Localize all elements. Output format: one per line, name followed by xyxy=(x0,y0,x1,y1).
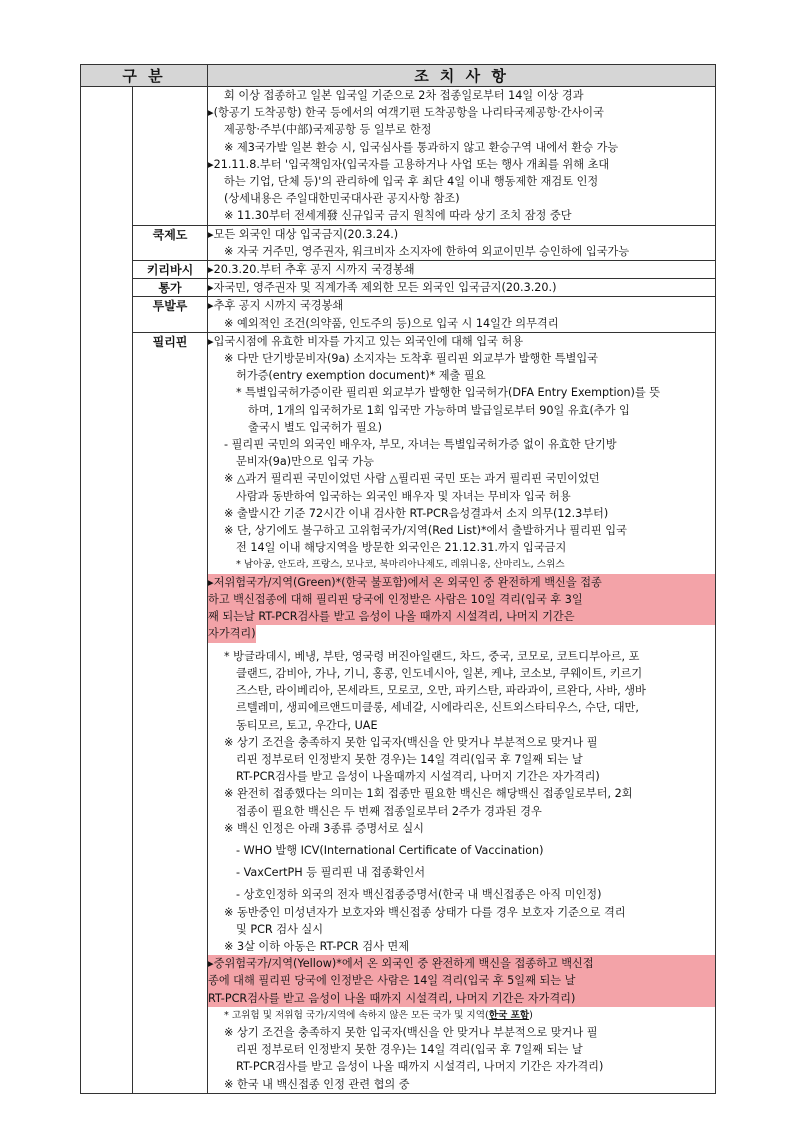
measure-cell xyxy=(208,225,716,260)
measure-line: (상세내용은 주일대한민국대사관 공지사항 참조) xyxy=(224,192,460,206)
table-row xyxy=(81,87,716,226)
measure-line: ※ 상기 조건을 충족하지 못한 입국자(백신을 안 맞거나 부분적으로 맞거나 필 xyxy=(224,735,598,749)
measure-line: ※ 11.30부터 전세계發 신규입국 금지 원칙에 따라 상기 조치 잠정 중단 xyxy=(224,209,572,223)
country-cell: 쿡제도 xyxy=(133,225,208,260)
measure-line: 동티모르, 토고, 우간다, UAE xyxy=(236,718,378,732)
measure-line: ▸(항공기 도착공항) 한국 등에서의 여객기편 도착공항을 나리타국제공항·간사이국 xyxy=(208,106,604,120)
measure-line: ※ △과거 필리핀 국민이었던 사람 △필리핀 국민 또는 과거 필리핀 국민이었던 xyxy=(224,472,600,486)
measure-line: 제공항·주부(中部)국제공항 등 일부로 한정 xyxy=(224,123,432,137)
country-cell: 통가 xyxy=(133,279,208,297)
measure-line: ※ 백신 인정은 아래 3종류 증명서로 실시 xyxy=(224,821,424,835)
highlighted-line: 종에 대해 필리핀 당국에 인정받은 사람은 14일 격리(입국 후 5일째 되는 날 xyxy=(208,972,715,989)
measure-text: ) xyxy=(529,1009,533,1021)
measure-line: - VaxCertPH 등 필리핀 내 접종확인서 xyxy=(236,866,426,880)
highlighted-line: 하고 백신접종에 대해 필리핀 당국에 인정받은 사람은 10일 격리(입국 후 3일 xyxy=(208,591,715,608)
highlighted-line: ▸중위험국가/지역(Yellow)*에서 온 외국인 중 완전하게 백신을 접종하고 백신접 xyxy=(208,955,715,972)
header-category: 구 분 xyxy=(81,65,208,87)
measure-cell xyxy=(208,297,716,332)
measure-line: RT-PCR검사를 받고 음성이 나올때까지 시설격리, 나머지 기간은 자가격리) xyxy=(236,770,600,784)
measure-line: ※ 3살 이하 아동은 RT-PCR 검사 면제 xyxy=(224,939,410,953)
measure-cell xyxy=(208,332,716,1093)
table-row xyxy=(81,279,716,297)
measure-line: - 상호인정하 외국의 전자 백신접종증명서(한국 내 백신접종은 아직 미인정) xyxy=(236,888,602,902)
measure-line: 사람과 동반하여 입국하는 외국인 배우자 및 자녀는 무비자 입국 허용 xyxy=(236,489,571,503)
measure-line: ▸자국민, 영주권자 및 직계가족 제외한 모든 외국인 입국금지(20.3.20.) xyxy=(208,281,557,295)
table-header-row xyxy=(81,65,716,87)
measure-line xyxy=(208,1007,715,1024)
measure-line: ※ 완전히 접종했다는 의미는 1회 접종만 필요한 백신은 해당백신 접종일로부터, 2회 xyxy=(224,787,633,801)
measure-line: RT-PCR검사를 받고 음성이 나올 때까지 시설격리, 나머지 기간은 자가격리) xyxy=(236,1060,604,1074)
measure-line: - 필리핀 국민의 외국인 배우자, 부모, 자녀는 특별입국허가증 없이 유효한 단기방 xyxy=(224,438,617,452)
measure-line: ※ 제3국가발 일본 환승 시, 입국심사를 통과하지 않고 환승구역 내에서 환승 가능 xyxy=(224,140,619,154)
country-cell: 투발루 xyxy=(133,297,208,332)
measure-line: 하는 기업, 단체 등)'의 관리하에 입국 후 최단 4일 이내 행동제한 재검토 인정 xyxy=(224,175,599,189)
table-row xyxy=(81,225,716,260)
measure-line: 및 PCR 검사 실시 xyxy=(236,922,324,936)
measure-line: * 남아공, 안도라, 프랑스, 모나코, 북마리아나제도, 레위니옹, 산마리노, 스위스 xyxy=(236,559,565,571)
table-row xyxy=(81,261,716,279)
highlighted-line: 째 되는날 RT-PCR검사를 받고 음성이 나올 때까지 시설격리, 나머지 기간은 xyxy=(208,608,715,625)
measure-line: ※ 자국 거주민, 영주권자, 워크비자 소지자에 한하여 외교이민부 승인하에 입국가능 xyxy=(224,244,630,258)
measure-line: 르텔레미, 생피에르앤드미클롱, 세네갈, 시에라리온, 신트외스타티우스, 수단, 대만, xyxy=(236,701,639,715)
measure-line: ※ 다만 단기방문비자(9a) 소지자는 도착후 필리핀 외교부가 발행한 특별입국 xyxy=(224,352,598,366)
measure-text: * 고위험 및 저위험 국가/지역에 속하지 않은 모든 국가 및 지역( xyxy=(224,1009,489,1021)
measure-line: 출국시 별도 입국허가 필요) xyxy=(248,420,382,434)
measure-line: ※ 출발시간 기준 72시간 이내 검사한 RT-PCR음성결과서 소지 의무(12.3부터) xyxy=(224,506,609,520)
country-cell: 키리바시 xyxy=(133,261,208,279)
measure-line: ▸21.11.8.부터 '입국책임자(입국자를 고용하거나 사업 또는 행사 개최를 위해 초대 xyxy=(208,157,610,171)
measure-line: 허가증(entry exemption document)* 제출 필요 xyxy=(236,369,486,383)
measure-line: ▸20.3.20.부터 추후 공지 시까지 국경봉쇄 xyxy=(208,263,415,277)
country-cell: 필리핀 xyxy=(133,332,208,1093)
highlighted-line: 자가격리) xyxy=(208,625,256,642)
measure-line: * 방글라데시, 베냉, 부탄, 영국령 버진아일랜드, 차드, 중국, 코모로, 코트디부아르, 포 xyxy=(224,649,640,663)
region-cell xyxy=(81,87,133,1094)
table-row xyxy=(81,297,716,332)
country-cell xyxy=(133,87,208,226)
measure-line: ※ 상기 조건을 충족하지 못한 입국자(백신을 안 맞거나 부분적으로 맞거나 필 xyxy=(224,1025,598,1039)
measure-line: ※ 한국 내 백신접종 인정 관련 협의 중 xyxy=(224,1077,410,1091)
measure-cell xyxy=(208,279,716,297)
measure-line: 접종이 필요한 백신은 두 번째 접종일로부터 2주가 경과된 경우 xyxy=(236,804,542,818)
header-measures: 조 치 사 항 xyxy=(208,65,716,87)
emphasis-text: 한국 포함 xyxy=(488,1009,530,1021)
measure-cell xyxy=(208,261,716,279)
measure-line: ▸추후 공지 시까지 국경봉쇄 xyxy=(208,299,344,313)
measures-table xyxy=(80,64,716,1094)
measure-line: 하며, 1개의 입국허가로 1회 입국만 가능하며 발급일로부터 90일 유효(추가 입 xyxy=(248,403,630,417)
measure-line: * 특별입국허가증이란 필리핀 외교부가 발행한 입국허가(DFA Entry Exemption)를 뜻 xyxy=(236,386,661,400)
measure-line: ▸모든 외국인 대상 입국금지(20.3.24.) xyxy=(208,227,399,241)
measure-line: - WHO 발행 ICV(International Certificate of Vaccination) xyxy=(236,843,544,857)
measure-line: ▸입국시점에 유효한 비자를 가지고 있는 외국인에 대해 입국 허용 xyxy=(208,334,524,348)
measure-line: 즈스탄, 라이베리아, 몬세라트, 모로코, 오만, 파키스탄, 파라과이, 르완다, 사바, 생바 xyxy=(236,684,646,698)
measure-line: ※ 예외적인 조건(의약품, 인도주의 등)으로 입국 시 14일간 의무격리 xyxy=(224,316,559,330)
table-row xyxy=(81,332,716,1093)
measure-cell xyxy=(208,87,716,226)
measure-line: ※ 단, 상기에도 불구하고 고위험국가/지역(Red List)*에서 출발하거나 필리핀 입국 xyxy=(224,524,627,538)
highlighted-line: ▸저위험국가/지역(Green)*(한국 불포함)에서 온 외국인 중 완전하게 백신을 접종 xyxy=(208,574,715,591)
measure-line: ※ 동반중인 미성년자가 보호자와 백신접종 상태가 다를 경우 보호자 기준으로 격리 xyxy=(224,905,626,919)
measure-line: 전 14일 이내 해당지역을 방문한 외국인은 21.12.31.까지 입국금지 xyxy=(236,541,567,555)
measure-line: 회 이상 접종하고 일본 입국일 기준으로 2차 접종일로부터 14일 이상 경과 xyxy=(224,89,584,102)
measure-line: 문비자(9a)만으로 입국 가능 xyxy=(236,455,374,469)
measure-line: 리핀 정부로터 인정받지 못한 경우)는 14일 격리(입국 후 7일째 되는 날 xyxy=(236,1043,583,1057)
highlighted-line: RT-PCR검사를 받고 음성이 나올 때까지 시설격리, 나머지 기간은 자가격리) xyxy=(208,990,715,1007)
measure-line: 클랜드, 감비아, 가나, 기니, 홍콩, 인도네시아, 일본, 케냐, 코소보, 쿠웨이트, 키르기 xyxy=(236,666,643,680)
measure-line: 리핀 정부로터 인정받지 못한 경우)는 14일 격리(입국 후 7일째 되는 날 xyxy=(236,752,583,766)
